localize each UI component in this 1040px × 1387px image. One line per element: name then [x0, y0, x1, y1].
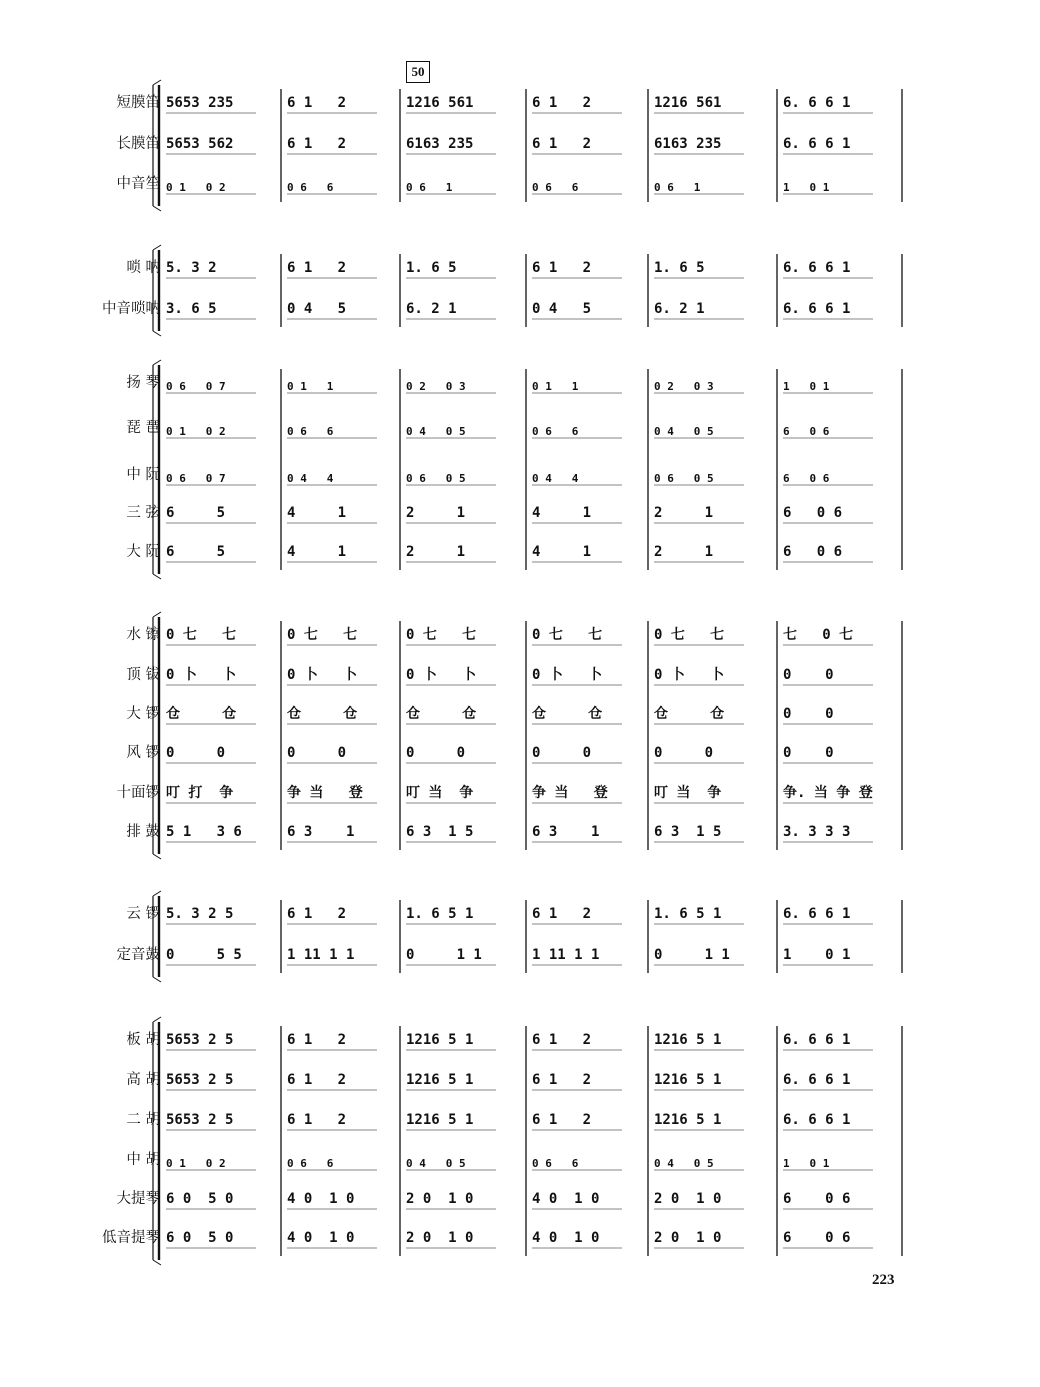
measure-notation: 6 1 2 [532, 1112, 592, 1128]
instrument-label: 三 弦 [126, 505, 160, 521]
measure-notation: 4 0 1 0 [287, 1230, 355, 1246]
instrument-label: 大 阮 [126, 544, 160, 560]
measure-notation: 6 1 2 [532, 1032, 592, 1048]
measure-notation: 0 4 4 [532, 472, 579, 485]
measure-notation: 0 1 0 2 [166, 425, 226, 438]
bracket-hook [153, 1017, 161, 1022]
measure-notation: 0 七 七 [406, 627, 477, 643]
instrument-label: 水 镲 [126, 627, 160, 643]
measure-notation: 5653 2 5 [166, 1072, 234, 1088]
measure-notation: 0 1 1 [406, 947, 482, 963]
instrument-label: 中音笙 [116, 176, 160, 192]
measure-notation: 6 1 2 [532, 1072, 592, 1088]
instrument-label: 板 胡 [126, 1032, 160, 1048]
measure-notation: 1216 5 1 [406, 1112, 474, 1128]
measure-notation: 0 0 [166, 745, 226, 761]
measure-notation: 6 0 6 [783, 1191, 851, 1207]
measure-notation: 0 6 6 [287, 425, 334, 438]
measure-notation: 0 1 0 2 [166, 181, 226, 194]
measure-notation: 1216 5 1 [406, 1032, 474, 1048]
measure-notation: 0 0 [406, 745, 466, 761]
measure-notation: 1216 5 1 [654, 1112, 722, 1128]
instrument-label: 风 锣 [126, 745, 160, 761]
instrument-label: 十面锣 [116, 785, 160, 801]
measure-notation: 0 0 [287, 745, 347, 761]
measure-notation: 0 0 [783, 706, 834, 722]
measure-notation: 6 3 1 5 [654, 824, 722, 840]
bracket-hook [153, 80, 161, 85]
measure-notation: 5653 562 [166, 136, 234, 152]
measure-notation: 3. 6 5 [166, 301, 217, 317]
measure-notation: 0 1 0 2 [166, 1157, 226, 1170]
measure-notation: 1 0 1 [783, 1157, 830, 1170]
measure-notation: 6 1 2 [287, 906, 347, 922]
measure-notation: 6163 235 [406, 136, 474, 152]
measure-notation: 0 0 [654, 745, 714, 761]
measure-notation: 0 6 6 [287, 181, 334, 194]
measure-notation: 6 0 6 [783, 1230, 851, 1246]
measure-notation: 6 0 6 [783, 544, 843, 560]
measure-notation: 2 1 [406, 544, 466, 560]
measure-notation: 6. 6 6 1 [783, 1072, 851, 1088]
measure-notation: 2 1 [406, 505, 466, 521]
measure-notation: 5. 3 2 5 [166, 906, 234, 922]
measure-notation: 叮 当 争 [406, 785, 474, 801]
bracket-hook [153, 574, 161, 579]
measure-notation: 2 0 1 0 [654, 1230, 722, 1246]
measure-notation: 4 1 [532, 544, 592, 560]
measure-notation: 0 6 6 [532, 181, 579, 194]
measure-notation: 1216 5 1 [406, 1072, 474, 1088]
instrument-label: 唢 呐 [126, 260, 160, 276]
measure-notation: 6. 6 6 1 [783, 260, 851, 276]
instrument-label: 中 胡 [126, 1152, 160, 1168]
measure-notation: 1216 561 [654, 95, 722, 111]
measure-notation: 0 卜 卜 [532, 667, 603, 683]
measure-notation: 仓 仓 [287, 706, 358, 722]
measure-notation: 0 4 0 5 [654, 425, 714, 438]
measure-notation: 0 6 0 5 [406, 472, 466, 485]
measure-notation: 2 0 1 0 [406, 1230, 474, 1246]
bracket-hook [153, 360, 161, 365]
measure-notation: 0 卜 卜 [166, 667, 237, 683]
measure-notation: 4 1 [287, 505, 347, 521]
bracket-hook [153, 891, 161, 896]
measure-notation: 6. 6 6 1 [783, 1112, 851, 1128]
measure-notation: 1216 5 1 [654, 1072, 722, 1088]
measure-notation: 叮 当 争 [654, 785, 722, 801]
measure-notation: 6 5 [166, 544, 226, 560]
measure-notation: 0 4 4 [287, 472, 334, 485]
measure-notation: 0 1 1 [287, 380, 334, 393]
measure-notation: 6 1 2 [532, 95, 592, 111]
measure-notation: 6 3 1 5 [406, 824, 474, 840]
measure-notation: 2 1 [654, 544, 714, 560]
measure-notation: 0 1 1 [532, 380, 579, 393]
measure-notation: 5 1 3 6 [166, 824, 242, 840]
measure-notation: 0 6 6 [287, 1157, 334, 1170]
instrument-label: 排 鼓 [126, 824, 160, 840]
bracket-hook [153, 854, 161, 859]
measure-notation: 6 3 1 [287, 824, 355, 840]
measure-notation: 6 1 2 [287, 136, 347, 152]
page-number: 223 [872, 1272, 895, 1288]
instrument-label: 云 锣 [126, 906, 160, 922]
bracket-hook [153, 1260, 161, 1265]
measure-notation: 6 1 2 [532, 260, 592, 276]
measure-notation: 0 0 [783, 745, 834, 761]
measure-notation: 0 七 七 [166, 627, 237, 643]
measure-notation: 2 0 1 0 [654, 1191, 722, 1207]
instrument-label: 琵 琶 [126, 420, 160, 436]
measure-notation: 0 6 6 [532, 1157, 579, 1170]
measure-notation: 4 0 1 0 [287, 1191, 355, 1207]
measure-notation: 5653 2 5 [166, 1112, 234, 1128]
measure-notation: 叮 打 争 [166, 785, 234, 801]
measure-notation: 6 5 [166, 505, 226, 521]
measure-notation: 3. 3 3 3 [783, 824, 851, 840]
measure-notation: 6 1 2 [287, 1112, 347, 1128]
measure-notation: 1. 6 5 [406, 260, 457, 276]
instrument-label: 短膜笛 [116, 95, 160, 111]
measure-notation: 争 当 登 [287, 785, 363, 801]
measure-notation: 0 6 0 5 [654, 472, 714, 485]
measure-notation: 0 6 1 [406, 181, 453, 194]
measure-notation: 6 1 2 [287, 1032, 347, 1048]
instrument-label: 定音鼓 [116, 947, 160, 963]
measure-notation: 0 卜 卜 [654, 667, 725, 683]
measure-notation: 6 0 6 [783, 505, 843, 521]
bracket-hook [153, 331, 161, 336]
instrument-label: 长膜笛 [116, 136, 160, 152]
measure-notation: 6163 235 [654, 136, 722, 152]
measure-notation: 6. 2 1 [654, 301, 705, 317]
measure-notation: 0 5 5 [166, 947, 242, 963]
bracket-hook [153, 206, 161, 211]
measure-notation: 6 0 5 0 [166, 1191, 234, 1207]
measure-notation: 6 1 2 [532, 136, 592, 152]
measure-notation: 6 3 1 [532, 824, 600, 840]
measure-notation: 0 卜 卜 [406, 667, 477, 683]
measure-notation: 6. 6 6 1 [783, 95, 851, 111]
measure-notation: 0 0 [532, 745, 592, 761]
measure-notation: 1 0 1 [783, 181, 830, 194]
measure-notation: 6 1 2 [287, 95, 347, 111]
measure-notation: 1 11 1 1 [287, 947, 355, 963]
measure-notation: 0 4 0 5 [406, 1157, 466, 1170]
measure-notation: 1. 6 5 1 [406, 906, 474, 922]
measure-notation: 0 七 七 [287, 627, 358, 643]
measure-notation: 0 1 1 [654, 947, 730, 963]
measure-notation: 6 0 5 0 [166, 1230, 234, 1246]
instrument-label: 大提琴 [116, 1191, 160, 1207]
bracket-hook [153, 245, 161, 250]
measure-notation: 5. 3 2 [166, 260, 217, 276]
rehearsal-mark: 50 [406, 61, 430, 83]
measure-notation: 6 1 2 [287, 260, 347, 276]
bracket-hook [153, 977, 161, 982]
measure-notation: 0 4 5 [287, 301, 347, 317]
measure-notation: 0 6 1 [654, 181, 701, 194]
measure-notation: 仓 仓 [406, 706, 477, 722]
measure-notation: 4 1 [532, 505, 592, 521]
measure-notation: 仓 仓 [532, 706, 603, 722]
measure-notation: 1216 5 1 [654, 1032, 722, 1048]
measure-notation: 0 4 0 5 [406, 425, 466, 438]
measure-notation: 1. 6 5 [654, 260, 705, 276]
measure-notation: 2 1 [654, 505, 714, 521]
instrument-label: 中音唢呐 [102, 301, 160, 317]
measure-notation: 仓 仓 [166, 706, 237, 722]
measure-notation: 5653 2 5 [166, 1032, 234, 1048]
measure-notation: 6. 2 1 [406, 301, 457, 317]
measure-notation: 0 4 0 5 [654, 1157, 714, 1170]
measure-notation: 0 卜 卜 [287, 667, 358, 683]
measure-notation: 6 1 2 [287, 1072, 347, 1088]
measure-notation: 争. 当 争 登 [783, 785, 873, 801]
measure-notation: 6 0 6 [783, 472, 830, 485]
measure-notation: 1 0 1 [783, 380, 830, 393]
measure-notation: 6 0 6 [783, 425, 830, 438]
measure-notation: 0 4 5 [532, 301, 592, 317]
measure-notation: 2 0 1 0 [406, 1191, 474, 1207]
measure-notation: 5653 235 [166, 95, 234, 111]
measure-notation: 0 2 0 3 [654, 380, 714, 393]
measure-notation: 七 0 七 [783, 627, 854, 643]
measure-notation: 4 0 1 0 [532, 1191, 600, 1207]
measure-notation: 0 6 6 [532, 425, 579, 438]
measure-notation: 1 0 1 [783, 947, 851, 963]
measure-notation: 1. 6 5 1 [654, 906, 722, 922]
measure-notation: 1216 561 [406, 95, 474, 111]
instrument-label: 中 阮 [126, 467, 160, 483]
measure-notation: 争 当 登 [532, 785, 608, 801]
measure-notation: 0 七 七 [654, 627, 725, 643]
measure-notation: 0 6 0 7 [166, 380, 226, 393]
measure-notation: 4 0 1 0 [532, 1230, 600, 1246]
measure-notation: 1 11 1 1 [532, 947, 600, 963]
measure-notation: 6. 6 6 1 [783, 301, 851, 317]
measure-notation: 6. 6 6 1 [783, 1032, 851, 1048]
instrument-label: 顶 钹 [126, 667, 160, 683]
instrument-label: 大 锣 [126, 706, 160, 722]
instrument-label: 低音提琴 [102, 1230, 160, 1246]
measure-notation: 0 6 0 7 [166, 472, 226, 485]
measure-notation: 6. 6 6 1 [783, 136, 851, 152]
measure-notation: 6. 6 6 1 [783, 906, 851, 922]
measure-notation: 4 1 [287, 544, 347, 560]
measure-notation: 仓 仓 [654, 706, 725, 722]
instrument-label: 二 胡 [126, 1112, 160, 1128]
measure-notation: 6 1 2 [532, 906, 592, 922]
instrument-label: 高 胡 [126, 1072, 160, 1088]
measure-notation: 0 七 七 [532, 627, 603, 643]
measure-notation: 0 0 [783, 667, 834, 683]
measure-notation: 0 2 0 3 [406, 380, 466, 393]
instrument-label: 扬 琴 [126, 375, 160, 391]
bracket-hook [153, 612, 161, 617]
